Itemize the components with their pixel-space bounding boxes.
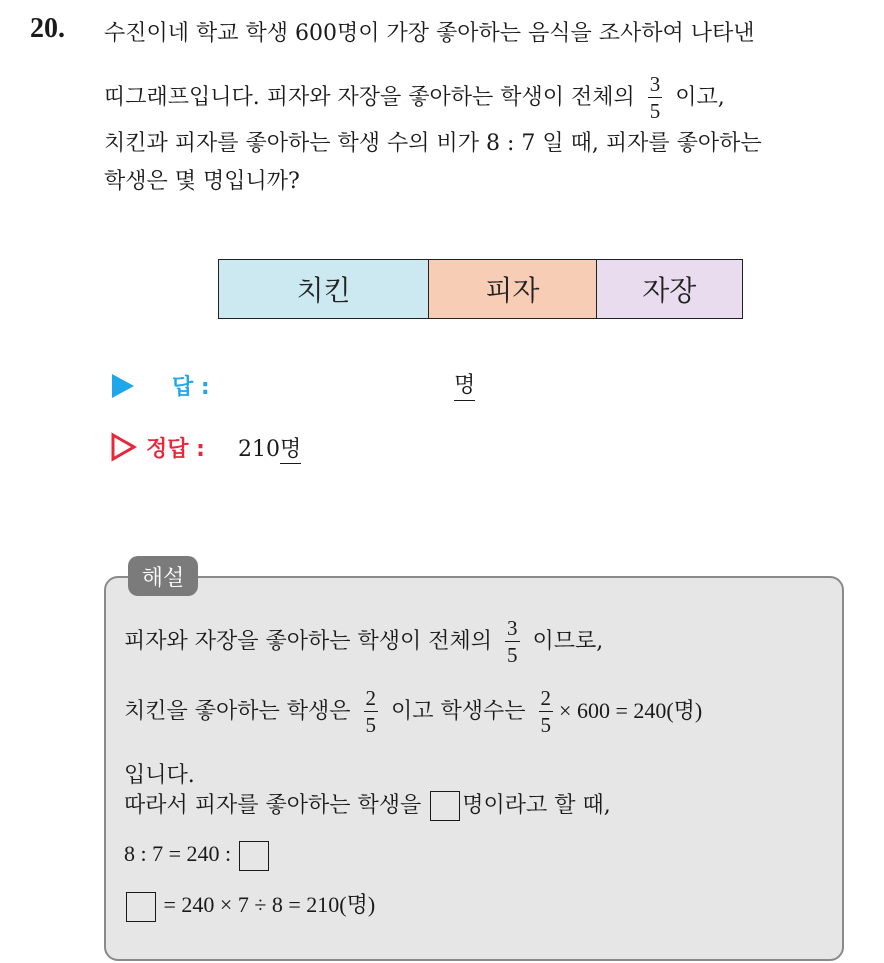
explanation-line-2 <box>124 688 702 736</box>
correct-answer-value <box>238 432 301 463</box>
explanation-fraction-two-fifths-b <box>539 688 554 736</box>
blank-box <box>239 841 269 871</box>
question-line-2-text: 띠그래프입니다. 피자와 자장을 좋아하는 학생이 전체의 <box>104 85 635 110</box>
fraction-denominator: 5 <box>540 713 552 737</box>
explanation-line-4-tail: 명이라고 할 때, <box>462 793 611 818</box>
correct-answer-row <box>110 428 530 468</box>
explanation-result-equation: = 240 × 7 ÷ 8 = 210(명) <box>163 892 376 917</box>
explanation-fraction-three-fifths <box>505 618 520 666</box>
correct-answer-label: 정답 : <box>146 437 205 462</box>
fraction-denominator: 5 <box>507 643 518 667</box>
correct-answer-number: 210 <box>238 437 280 462</box>
explanation-tab: 해설 <box>128 556 198 596</box>
band-graph <box>218 259 743 319</box>
band-label-pizza: 피자 <box>485 274 540 307</box>
question-line-2 <box>104 74 725 122</box>
explanation-line-2-calc: × 600 = 240(명) <box>559 698 703 723</box>
fraction-three-fifths <box>648 74 663 122</box>
explanation-line-1-text: 피자와 자장을 좋아하는 학생이 전체의 <box>124 629 493 654</box>
question-number: 20. <box>30 13 65 44</box>
explanation-line-1-tail: 이므로, <box>532 629 604 654</box>
band-segment-chicken <box>219 260 428 318</box>
fraction-numerator: 2 <box>365 686 377 710</box>
blank-box <box>430 791 460 821</box>
outline-triangle-icon <box>110 432 138 462</box>
band-label-jajang: 자장 <box>642 274 697 307</box>
question-line-2-tail: 이고, <box>675 85 725 110</box>
fraction-numerator: 3 <box>649 72 661 96</box>
question-line-4: 학생은 몇 명입니까? <box>104 169 300 194</box>
band-segment-jajang <box>596 260 742 318</box>
fraction-numerator: 3 <box>507 616 518 640</box>
fraction-numerator: 2 <box>540 686 552 710</box>
explanation-fraction-two-fifths <box>364 688 379 736</box>
answer-label: 답 : <box>172 375 210 400</box>
explanation-line-4 <box>124 788 611 821</box>
band-segment-pizza <box>428 260 595 318</box>
play-triangle-icon <box>112 374 134 398</box>
blank-box <box>126 892 156 922</box>
explanation-line-2-text: 치킨을 좋아하는 학생은 <box>124 699 351 724</box>
explanation-line-5 <box>124 841 271 871</box>
explanation-line-3: 입니다. <box>124 763 195 788</box>
explanation-line-1 <box>124 618 603 666</box>
answer-unit: 명 <box>454 368 475 401</box>
explanation-line-4-text: 따라서 피자를 좋아하는 학생을 <box>124 793 422 818</box>
explanation-line-6 <box>124 888 375 922</box>
explanation-ratio-equation: 8 : 7 = 240 : <box>124 841 232 867</box>
fraction-denominator: 5 <box>649 99 661 123</box>
correct-answer-unit: 명 <box>280 437 302 462</box>
fraction-denominator: 5 <box>365 713 377 737</box>
explanation-line-2-mid: 이고 학생수는 <box>391 699 526 724</box>
answer-row <box>110 364 530 404</box>
question-line-3: 치킨과 피자를 좋아하는 학생 수의 비가 8 : 7 일 때, 피자를 좋아하는 <box>104 131 762 156</box>
band-label-chicken: 치킨 <box>296 274 351 307</box>
question-line-1: 수진이네 학교 학생 600명이 가장 좋아하는 음식을 조사하여 나타낸 <box>104 21 755 46</box>
